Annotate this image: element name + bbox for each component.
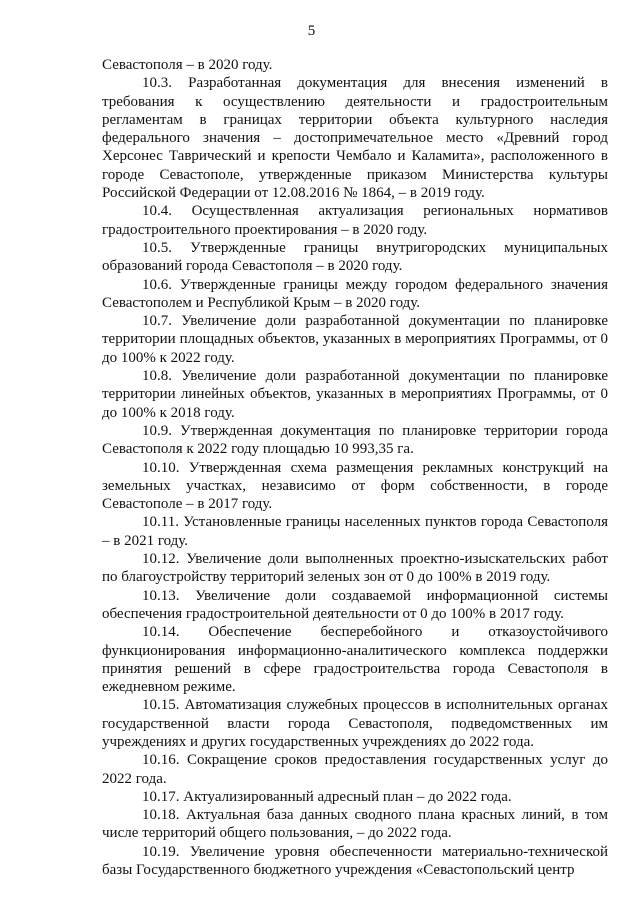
- paragraph-10-14: 10.14. Обеспечение бесперебойного и отказоустойчивого функционирования информационно-аналитического комплекса поддержки принятия решений в сфере градостроительства города Севастополя в ежедневном режиме.: [102, 624, 608, 696]
- page-number: 5: [307, 23, 316, 39]
- paragraph-10-17: 10.17. Актуализированный адресный план – до 2022 года.: [142, 788, 512, 805]
- paragraph-10-3: 10.3. Разработанная документация для внесения изменений в требования к осуществлению деятельности и градостроительным регламентам в границах территории объекта культурного наследия федерального значения – достопримечательное место «Древний город Херсонес Таврический и крепости Чембало и Каламита», расположенного в городе Севастополе, утвержденные приказом Министерства культуры Российской Федерации от 12.08.2016 № 1864, – в 2019 году.: [102, 75, 608, 202]
- paragraph-10-4: 10.4. Осуществленная актуализация региональных нормативов градостроительного проектирования – в 2020 году.: [102, 203, 608, 238]
- paragraph-10-7: 10.7. Увеличение доли разработанной документации по планировке территории площадных объектов, указанных в мероприятиях Программы, от 0 до 100% к 2022 году.: [102, 313, 608, 366]
- document-body: [102, 56, 608, 879]
- paragraph-10-9: 10.9. Утвержденная документация по планировке территории города Севастополя к 2022 году площадью 10 993,35 га.: [102, 422, 608, 458]
- paragraph-10-5: 10.5. Утвержденные границы внутригородских муниципальных образований города Севастополя – в 2020 году.: [102, 239, 608, 275]
- paragraph-10-19: 10.19. Увеличение уровня обеспеченности материально-технической базы Государственного бюджетного учреждения «Севастопольский центр: [102, 843, 608, 879]
- paragraph-10-8: 10.8. Увеличение доли разработанной документации по планировке территории линейных объектов, указанных в мероприятиях Программы, от 0 до 100% к 2018 году.: [102, 368, 608, 421]
- paragraph-10-12: 10.12. Увеличение доли выполненных проектно-изыскательских работ по благоустройству территорий зеленых зон от 0 до 100% в 2019 году.: [102, 551, 608, 586]
- paragraph-10-10: 10.10. Утвержденная схема размещения рекламных конструкций на земельных участках, независимо от форм собственности, в городе Севастополе – в 2017 году.: [102, 459, 608, 513]
- paragraph-10-13: 10.13. Увеличение доли создаваемой информационной системы обеспечения градостроительной деятельности от 0 до 100% в 2017 году.: [102, 587, 608, 622]
- paragraph-10-11: 10.11. Установленные границы населенных пунктов города Севастополя – в 2021 году.: [102, 514, 608, 549]
- paragraph-10-18: 10.18. Актуальная база данных сводного плана красных линий, в том числе территорий общего пользования, – до 2022 года.: [102, 807, 608, 842]
- paragraph-10-15: 10.15. Автоматизация служебных процессов в исполнительных органах государственной власти города Севастополя, подведомственных им учреждениях и других государственных учреждениях до 2022 года.: [102, 697, 608, 750]
- paragraph-10-16: 10.16. Сокращение сроков предоставления государственных услуг до 2022 года.: [102, 752, 608, 787]
- paragraph-continuation: Севастополя – в 2020 году.: [102, 57, 273, 73]
- paragraph-10-6: 10.6. Утвержденные границы между городом федерального значения Севастополем и Республикой Крым – в 2020 году.: [102, 276, 608, 311]
